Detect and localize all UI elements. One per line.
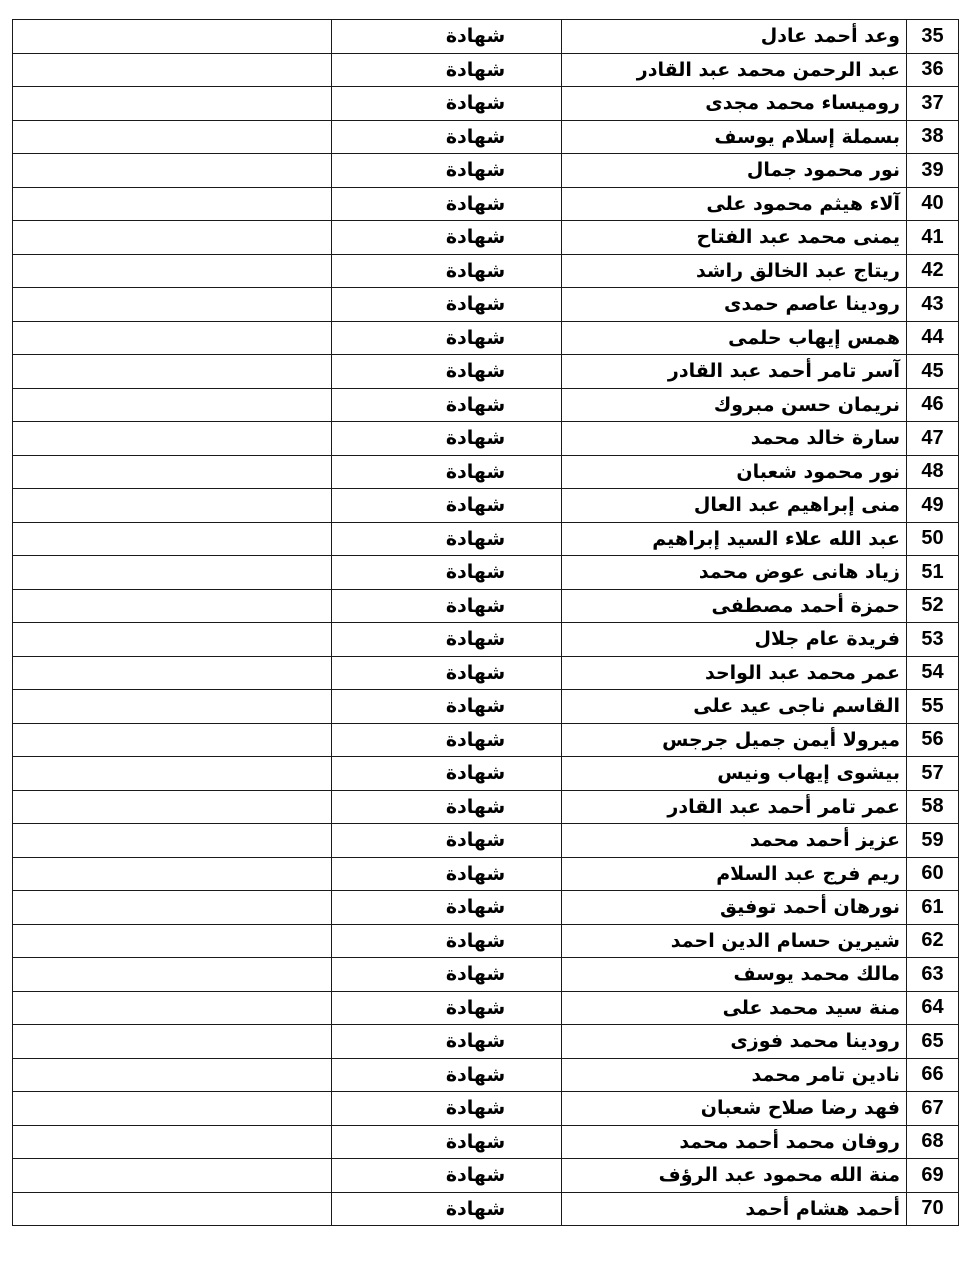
student-name: بيشوى إيهاب ونيس [562,757,907,791]
table-row [13,221,959,255]
row-number: 55 [907,690,959,724]
table-row [13,790,959,824]
empty-cell [13,388,332,422]
empty-cell [13,120,332,154]
row-number: 54 [907,656,959,690]
empty-cell [13,522,332,556]
row-number: 52 [907,589,959,623]
table-row [13,254,959,288]
table-row [13,455,959,489]
document-type: شهادة [332,891,562,925]
table-row [13,154,959,188]
table-row [13,656,959,690]
empty-cell [13,1159,332,1193]
empty-cell [13,757,332,791]
table-row [13,422,959,456]
student-name: نورهان أحمد توفيق [562,891,907,925]
document-type: شهادة [332,154,562,188]
student-name: القاسم ناجى عيد على [562,690,907,724]
document-type: شهادة [332,455,562,489]
row-number: 47 [907,422,959,456]
empty-cell [13,254,332,288]
table-row [13,321,959,355]
student-name: روميساء محمد مجدى [562,87,907,121]
table-row [13,991,959,1025]
table-row [13,522,959,556]
row-number: 49 [907,489,959,523]
document-type: شهادة [332,120,562,154]
row-number: 69 [907,1159,959,1193]
row-number: 42 [907,254,959,288]
row-number: 44 [907,321,959,355]
empty-cell [13,1192,332,1226]
table-row [13,891,959,925]
document-type: شهادة [332,757,562,791]
empty-cell [13,321,332,355]
row-number: 61 [907,891,959,925]
student-name: شيرين حسام الدين احمد [562,924,907,958]
student-name: نادين تامر محمد [562,1058,907,1092]
table-row [13,288,959,322]
empty-cell [13,187,332,221]
document-type: شهادة [332,1192,562,1226]
document-type: شهادة [332,388,562,422]
document-type: شهادة [332,87,562,121]
row-number: 53 [907,623,959,657]
student-name: بسملة إسلام يوسف [562,120,907,154]
row-number: 48 [907,455,959,489]
document-type: شهادة [332,355,562,389]
document-type: شهادة [332,53,562,87]
empty-cell [13,556,332,590]
table-row [13,1125,959,1159]
student-name: عزيز أحمد محمد [562,824,907,858]
student-name: عمر تامر أحمد عبد القادر [562,790,907,824]
student-name: منة سيد محمد على [562,991,907,1025]
row-number: 70 [907,1192,959,1226]
empty-cell [13,455,332,489]
empty-cell [13,1058,332,1092]
empty-cell [13,656,332,690]
row-number: 58 [907,790,959,824]
student-name: ميرولا أيمن جميل جرجس [562,723,907,757]
empty-cell [13,924,332,958]
table-row [13,556,959,590]
document-type: شهادة [332,20,562,54]
document-type: شهادة [332,824,562,858]
table-row [13,723,959,757]
row-number: 40 [907,187,959,221]
empty-cell [13,288,332,322]
table-row [13,120,959,154]
row-number: 37 [907,87,959,121]
row-number: 50 [907,522,959,556]
student-name: يمنى محمد عبد الفتاح [562,221,907,255]
student-name: رودينا محمد فوزى [562,1025,907,1059]
table-row [13,690,959,724]
student-name: منى إبراهيم عبد العال [562,489,907,523]
document-type: شهادة [332,857,562,891]
table-row [13,187,959,221]
student-name: روفان محمد أحمد محمد [562,1125,907,1159]
row-number: 45 [907,355,959,389]
table-row [13,589,959,623]
row-number: 51 [907,556,959,590]
empty-cell [13,623,332,657]
student-name: ريم فرج عبد السلام [562,857,907,891]
table-row [13,1025,959,1059]
document-type: شهادة [332,924,562,958]
table-row [13,489,959,523]
row-number: 43 [907,288,959,322]
student-name: رودينا عاصم حمدى [562,288,907,322]
student-name: نور محمود شعبان [562,455,907,489]
document-type: شهادة [332,690,562,724]
empty-cell [13,857,332,891]
row-number: 66 [907,1058,959,1092]
document-type: شهادة [332,589,562,623]
table-row [13,857,959,891]
table-row [13,355,959,389]
empty-cell [13,958,332,992]
document-type: شهادة [332,556,562,590]
empty-cell [13,589,332,623]
table-row [13,87,959,121]
student-name: حمزة أحمد مصطفى [562,589,907,623]
table-row [13,924,959,958]
table-row [13,824,959,858]
student-name: عبد الرحمن محمد عبد القادر [562,53,907,87]
document-type: شهادة [332,958,562,992]
document-type: شهادة [332,790,562,824]
row-number: 56 [907,723,959,757]
document-type: شهادة [332,187,562,221]
row-number: 63 [907,958,959,992]
empty-cell [13,355,332,389]
student-name: نور محمود جمال [562,154,907,188]
student-name: وعد أحمد عادل [562,20,907,54]
document-type: شهادة [332,723,562,757]
table-row [13,757,959,791]
empty-cell [13,690,332,724]
student-name: عمر محمد عبد الواحد [562,656,907,690]
empty-cell [13,1092,332,1126]
document-type: شهادة [332,991,562,1025]
empty-cell [13,824,332,858]
student-name: ريتاج عبد الخالق راشد [562,254,907,288]
row-number: 60 [907,857,959,891]
student-name: فريدة عام جلال [562,623,907,657]
row-number: 36 [907,53,959,87]
student-name: مالك محمد يوسف [562,958,907,992]
document-type: شهادة [332,623,562,657]
empty-cell [13,489,332,523]
row-number: 67 [907,1092,959,1126]
table-row [13,1092,959,1126]
row-number: 57 [907,757,959,791]
document-type: شهادة [332,422,562,456]
document-type: شهادة [332,1092,562,1126]
row-number: 59 [907,824,959,858]
table-row [13,388,959,422]
empty-cell [13,154,332,188]
row-number: 41 [907,221,959,255]
row-number: 38 [907,120,959,154]
empty-cell [13,1125,332,1159]
student-name: همس إيهاب حلمى [562,321,907,355]
empty-cell [13,1025,332,1059]
roster-sheet [12,19,958,1226]
student-name: فهد رضا صلاح شعبان [562,1092,907,1126]
document-type: شهادة [332,656,562,690]
table-row [13,53,959,87]
student-name: نريمان حسن مبروك [562,388,907,422]
empty-cell [13,87,332,121]
document-type: شهادة [332,321,562,355]
table-row [13,623,959,657]
student-name: آلاء هيثم محمود على [562,187,907,221]
document-type: شهادة [332,1025,562,1059]
roster-body [13,20,959,1226]
student-name: عبد الله علاء السيد إبراهيم [562,522,907,556]
empty-cell [13,991,332,1025]
table-row [13,20,959,54]
empty-cell [13,422,332,456]
student-name: منة الله محمود عبد الرؤف [562,1159,907,1193]
table-row [13,1159,959,1193]
empty-cell [13,790,332,824]
document-type: شهادة [332,489,562,523]
document-type: شهادة [332,254,562,288]
document-type: شهادة [332,522,562,556]
empty-cell [13,53,332,87]
student-name: أحمد هشام أحمد [562,1192,907,1226]
row-number: 35 [907,20,959,54]
empty-cell [13,891,332,925]
row-number: 46 [907,388,959,422]
student-name: زياد هانى عوض محمد [562,556,907,590]
table-row [13,1058,959,1092]
row-number: 65 [907,1025,959,1059]
row-number: 62 [907,924,959,958]
row-number: 39 [907,154,959,188]
row-number: 64 [907,991,959,1025]
document-type: شهادة [332,1159,562,1193]
table-row [13,958,959,992]
document-type: شهادة [332,288,562,322]
document-type: شهادة [332,1058,562,1092]
student-name: آسر تامر أحمد عبد القادر [562,355,907,389]
document-type: شهادة [332,1125,562,1159]
empty-cell [13,221,332,255]
document-type: شهادة [332,221,562,255]
row-number: 68 [907,1125,959,1159]
student-name: سارة خالد محمد [562,422,907,456]
empty-cell [13,723,332,757]
empty-cell [13,20,332,54]
roster-table [12,19,959,1226]
table-row [13,1192,959,1226]
